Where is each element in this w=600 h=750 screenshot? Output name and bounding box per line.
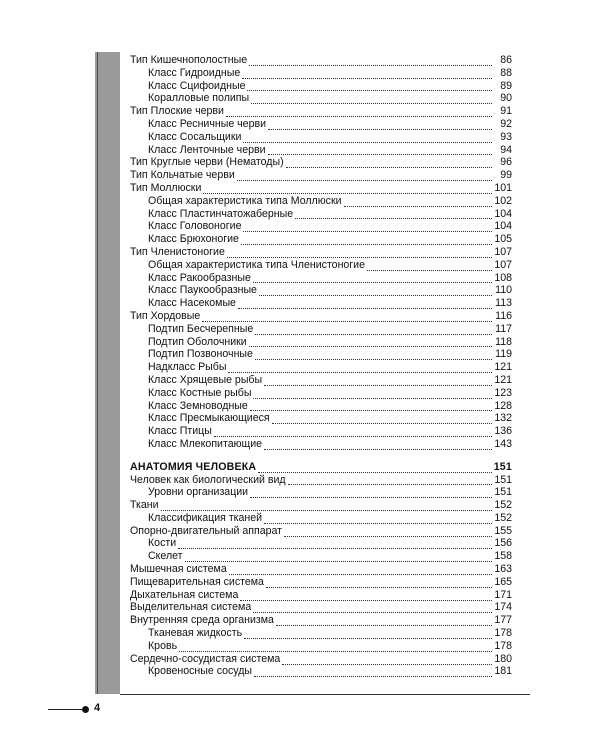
- dot-leader: [268, 146, 492, 155]
- toc-entry-page: 178: [494, 627, 512, 640]
- toc-entry-title: Коралловые полипы: [148, 92, 250, 105]
- dot-leader: [255, 326, 492, 335]
- toc-entry: [130, 499, 512, 512]
- dot-leader: [288, 476, 492, 485]
- dot-leader: [250, 402, 492, 411]
- toc-entry-page: 107: [494, 245, 512, 258]
- dot-leader: [185, 553, 492, 562]
- footer-rule: [120, 694, 530, 695]
- toc-entry-title: Внутренняя среда организма: [130, 614, 274, 627]
- toc-group-zoology: [130, 54, 512, 451]
- dot-leader: [203, 185, 492, 194]
- toc-entry: [130, 297, 512, 310]
- dot-leader: [249, 338, 492, 347]
- toc-entry: [130, 525, 512, 538]
- toc-entry-title: Подтип Бесчерепные: [148, 322, 254, 335]
- toc-entry-page: 178: [494, 639, 512, 652]
- toc-entry: [130, 589, 512, 602]
- toc-entry-title: Мышечная система: [130, 563, 227, 576]
- dot-leader: [259, 287, 492, 296]
- toc-entry-title: Кости: [148, 537, 177, 550]
- toc-entry-page: 151: [494, 473, 512, 486]
- toc-entry: [130, 348, 512, 361]
- toc-entry-page: 88: [500, 66, 512, 79]
- dot-leader: [286, 159, 492, 168]
- toc-entry-page: 102: [494, 194, 512, 207]
- toc-entry-page: 117: [495, 322, 512, 335]
- toc-entry: [130, 144, 512, 157]
- dot-leader: [251, 95, 492, 104]
- toc-entry-title: Класс Хрящевые рыбы: [148, 373, 263, 386]
- toc-entry: [130, 182, 512, 195]
- toc-entry: [130, 640, 512, 653]
- toc-entry-title: Класс Головоногие: [148, 220, 242, 233]
- dot-leader: [247, 82, 492, 91]
- dot-leader: [240, 592, 492, 601]
- dot-leader: [276, 617, 492, 626]
- toc-entry-title: Подтип Позвоночные: [148, 348, 253, 361]
- dot-leader: [272, 415, 492, 424]
- toc-entry: [130, 438, 512, 451]
- dot-leader: [255, 351, 492, 360]
- dot-leader: [253, 390, 492, 399]
- toc-entry-title: Уровни организации: [148, 486, 249, 499]
- toc-entry: [130, 310, 512, 323]
- dot-leader: [238, 300, 492, 309]
- dot-leader: [284, 528, 492, 537]
- dot-leader: [243, 223, 492, 232]
- toc-entry-title: Подтип Оболочники: [148, 335, 247, 348]
- toc-entry: [130, 387, 512, 400]
- toc-entry: [130, 233, 512, 246]
- toc-entry-title: Класс Ракообразные: [148, 271, 251, 284]
- dot-leader: [344, 198, 492, 207]
- toc-entry: [130, 105, 512, 118]
- toc-entry-page: 121: [494, 373, 512, 386]
- dot-leader: [227, 249, 492, 258]
- toc-entry-page: 180: [494, 652, 512, 665]
- toc-entry: [130, 627, 512, 640]
- toc-entry-title: Класс Костные рыбы: [148, 386, 252, 399]
- toc-entry-page: 132: [494, 412, 512, 425]
- toc-entry-page: 104: [494, 220, 512, 233]
- toc-entry-title: Класс Ресничные черви: [148, 117, 267, 130]
- toc-entry: [130, 220, 512, 233]
- toc-entry-title: Тип Кольчатые черви: [130, 169, 235, 182]
- dot-leader: [241, 236, 492, 245]
- toc-entry-page: 92: [500, 117, 512, 130]
- toc-entry-title: Тип Кишечнополостные: [130, 54, 248, 66]
- toc-entry: [130, 374, 512, 387]
- toc-entry-page: 174: [494, 601, 512, 614]
- toc-entry: [130, 92, 512, 105]
- toc-entry-page: 136: [494, 425, 512, 438]
- toc-entry-title: Тип Членистоногие: [130, 245, 225, 258]
- toc-entry-page: 101: [494, 181, 512, 194]
- toc-entry-page: 86: [500, 54, 512, 66]
- dot-leader: [264, 377, 492, 386]
- toc-entry-title: Сердечно-сосудистая система: [130, 652, 281, 665]
- toc-entry-page: 99: [500, 169, 512, 182]
- toc-entry-page: 107: [494, 258, 512, 271]
- toc-entry-page: 165: [494, 575, 512, 588]
- toc-entry-page: 96: [500, 156, 512, 169]
- toc-entry: [130, 156, 512, 169]
- toc-entry: [130, 601, 512, 614]
- toc-entry-title: Класс Пластинчатожаберные: [148, 207, 294, 220]
- dot-leader: [266, 579, 492, 588]
- toc-entry: [130, 246, 512, 259]
- toc-entry-title: Дыхательная система: [130, 588, 239, 601]
- toc-entry-title: Класс Птицы: [148, 425, 212, 438]
- toc-entry-title: Пищеварительная система: [130, 575, 264, 588]
- toc-entry: [130, 284, 512, 297]
- toc-entry-title: Тип Круглые черви (Нематоды): [130, 156, 284, 169]
- dot-leader: [237, 172, 492, 181]
- dot-leader: [242, 70, 492, 79]
- dot-leader: [178, 540, 492, 549]
- toc-entry: [130, 272, 512, 285]
- toc-entry-title: Класс Паукообразные: [148, 284, 257, 297]
- toc-entry: [130, 80, 512, 93]
- dot-leader: [214, 428, 492, 437]
- toc-entry-title: Класс Пресмыкающиеся: [148, 412, 270, 425]
- toc-entry-title: Класс Брюхоногие: [148, 233, 239, 246]
- dot-leader: [229, 566, 492, 575]
- toc-entry-page: 116: [495, 309, 512, 322]
- toc-entry: [130, 614, 512, 627]
- toc-entry-page: 91: [500, 105, 512, 118]
- dot-leader: [202, 313, 492, 322]
- toc-entry-title: Выделительная система: [130, 601, 252, 614]
- toc-entry-page: 171: [494, 588, 512, 601]
- toc-entry: [130, 653, 512, 666]
- toc-entry-page: 143: [494, 437, 512, 450]
- toc-entry-page: 105: [494, 233, 512, 246]
- toc-entry-page: 119: [495, 348, 512, 361]
- toc-entry-page: 123: [494, 386, 512, 399]
- toc-entry-title: Человек как биологический вид: [130, 473, 286, 486]
- page-number: 4: [94, 702, 101, 714]
- toc-entry-page: 158: [494, 550, 512, 563]
- toc-entry: [130, 169, 512, 182]
- toc-entry: [130, 323, 512, 336]
- toc-entry-page: 177: [494, 614, 512, 627]
- dot-leader: [258, 464, 491, 473]
- toc-entry-title: Тип Плоские черви: [130, 105, 224, 118]
- dot-leader: [264, 515, 492, 524]
- toc-entry: [130, 537, 512, 550]
- dot-leader: [226, 108, 492, 117]
- dot-leader: [295, 210, 492, 219]
- dot-leader: [253, 274, 492, 283]
- toc-entry-page: 108: [494, 271, 512, 284]
- toc-entry-title: Класс Насекомые: [148, 297, 236, 310]
- toc-entry-title: Опорно-двигательный аппарат: [130, 524, 283, 537]
- toc-entry-title: Кровеносные сосуды: [148, 665, 253, 678]
- toc-entry-title: АНАТОМИЯ ЧЕЛОВЕКА: [130, 460, 257, 473]
- toc-entry-page: 156: [494, 537, 512, 550]
- dot-leader: [161, 502, 492, 511]
- toc-gap: [130, 451, 512, 461]
- toc-entry-page: 110: [495, 284, 512, 297]
- toc-entry-title: Класс Гидроидные: [148, 66, 241, 79]
- toc-entry: [130, 576, 512, 589]
- dot-leader: [228, 364, 492, 373]
- toc-entry-page: 155: [494, 524, 512, 537]
- toc-entry-page: 181: [494, 665, 512, 678]
- toc-entry-title: Тканевая жидкость: [148, 627, 243, 640]
- dot-leader: [253, 604, 492, 613]
- toc-entry-page: 90: [500, 92, 512, 105]
- dot-leader: [282, 656, 492, 665]
- toc-entry-title: Тип Хордовые: [130, 309, 201, 322]
- toc-entry-title: Класс Сосальщики: [148, 130, 242, 143]
- toc-entry-page: 118: [495, 335, 512, 348]
- toc-entry: [130, 195, 512, 208]
- toc-entry-title: Класс Земноводные: [148, 399, 248, 412]
- toc-entry-page: 152: [494, 499, 512, 512]
- toc-entry-title: Кровь: [148, 639, 178, 652]
- toc-entry: [130, 461, 512, 474]
- toc-entry-page: 121: [494, 361, 512, 374]
- toc-entry-title: Классификация тканей: [148, 511, 263, 524]
- dot-leader: [243, 134, 492, 143]
- toc-entry-title: Общая характеристика типа Членистоногие: [148, 258, 365, 271]
- toc-entry: [130, 486, 512, 499]
- toc-entry-title: Класс Сцифоидные: [148, 79, 246, 92]
- toc-entry: [130, 512, 512, 525]
- dot-leader: [250, 489, 492, 498]
- table-of-contents: [130, 54, 512, 678]
- toc-entry: [130, 208, 512, 221]
- toc-entry: [130, 259, 512, 272]
- toc-entry-title: Надкласс Рыбы: [148, 361, 227, 374]
- toc-entry: [130, 563, 512, 576]
- toc-entry: [130, 131, 512, 144]
- toc-entry: [130, 361, 512, 374]
- toc-entry-page: 163: [494, 563, 512, 576]
- toc-entry-page: 128: [494, 399, 512, 412]
- toc-entry: [130, 336, 512, 349]
- toc-entry-page: 151: [494, 486, 512, 499]
- dot-leader: [268, 121, 492, 130]
- toc-entry-page: 104: [494, 207, 512, 220]
- dot-leader: [264, 441, 492, 450]
- toc-entry-page: 89: [500, 79, 512, 92]
- toc-entry: [130, 474, 512, 487]
- dot-leader: [254, 668, 492, 677]
- toc-group-anatomy: [130, 461, 512, 679]
- footer-left-rule: [48, 709, 84, 710]
- toc-entry: [130, 412, 512, 425]
- toc-entry: [130, 425, 512, 438]
- toc-entry-title: Тип Моллюски: [130, 181, 202, 194]
- toc-entry-title: Класс Млекопитающие: [148, 437, 263, 450]
- dot-leader: [249, 57, 492, 66]
- toc-entry: [130, 67, 512, 80]
- toc-entry: [130, 665, 512, 678]
- dot-leader: [244, 630, 492, 639]
- toc-entry: [130, 550, 512, 563]
- toc-entry: [130, 400, 512, 413]
- toc-entry-title: Скелет: [148, 550, 183, 563]
- toc-entry: [130, 118, 512, 131]
- toc-entry-page: 113: [495, 297, 512, 310]
- margin-bar: [95, 52, 120, 694]
- toc-entry-page: 94: [500, 143, 512, 156]
- toc-entry: [130, 54, 512, 67]
- toc-entry-title: Общая характеристика типа Моллюски: [148, 194, 342, 207]
- dot-leader: [179, 643, 492, 652]
- toc-entry-page: 93: [500, 130, 512, 143]
- toc-entry-page: 151: [493, 460, 512, 473]
- toc-entry-page: 152: [494, 511, 512, 524]
- toc-entry-title: Класс Ленточные черви: [148, 143, 266, 156]
- dot-leader: [367, 262, 492, 271]
- toc-entry-title: Ткани: [130, 499, 159, 512]
- footer-bullet-icon: [82, 706, 89, 713]
